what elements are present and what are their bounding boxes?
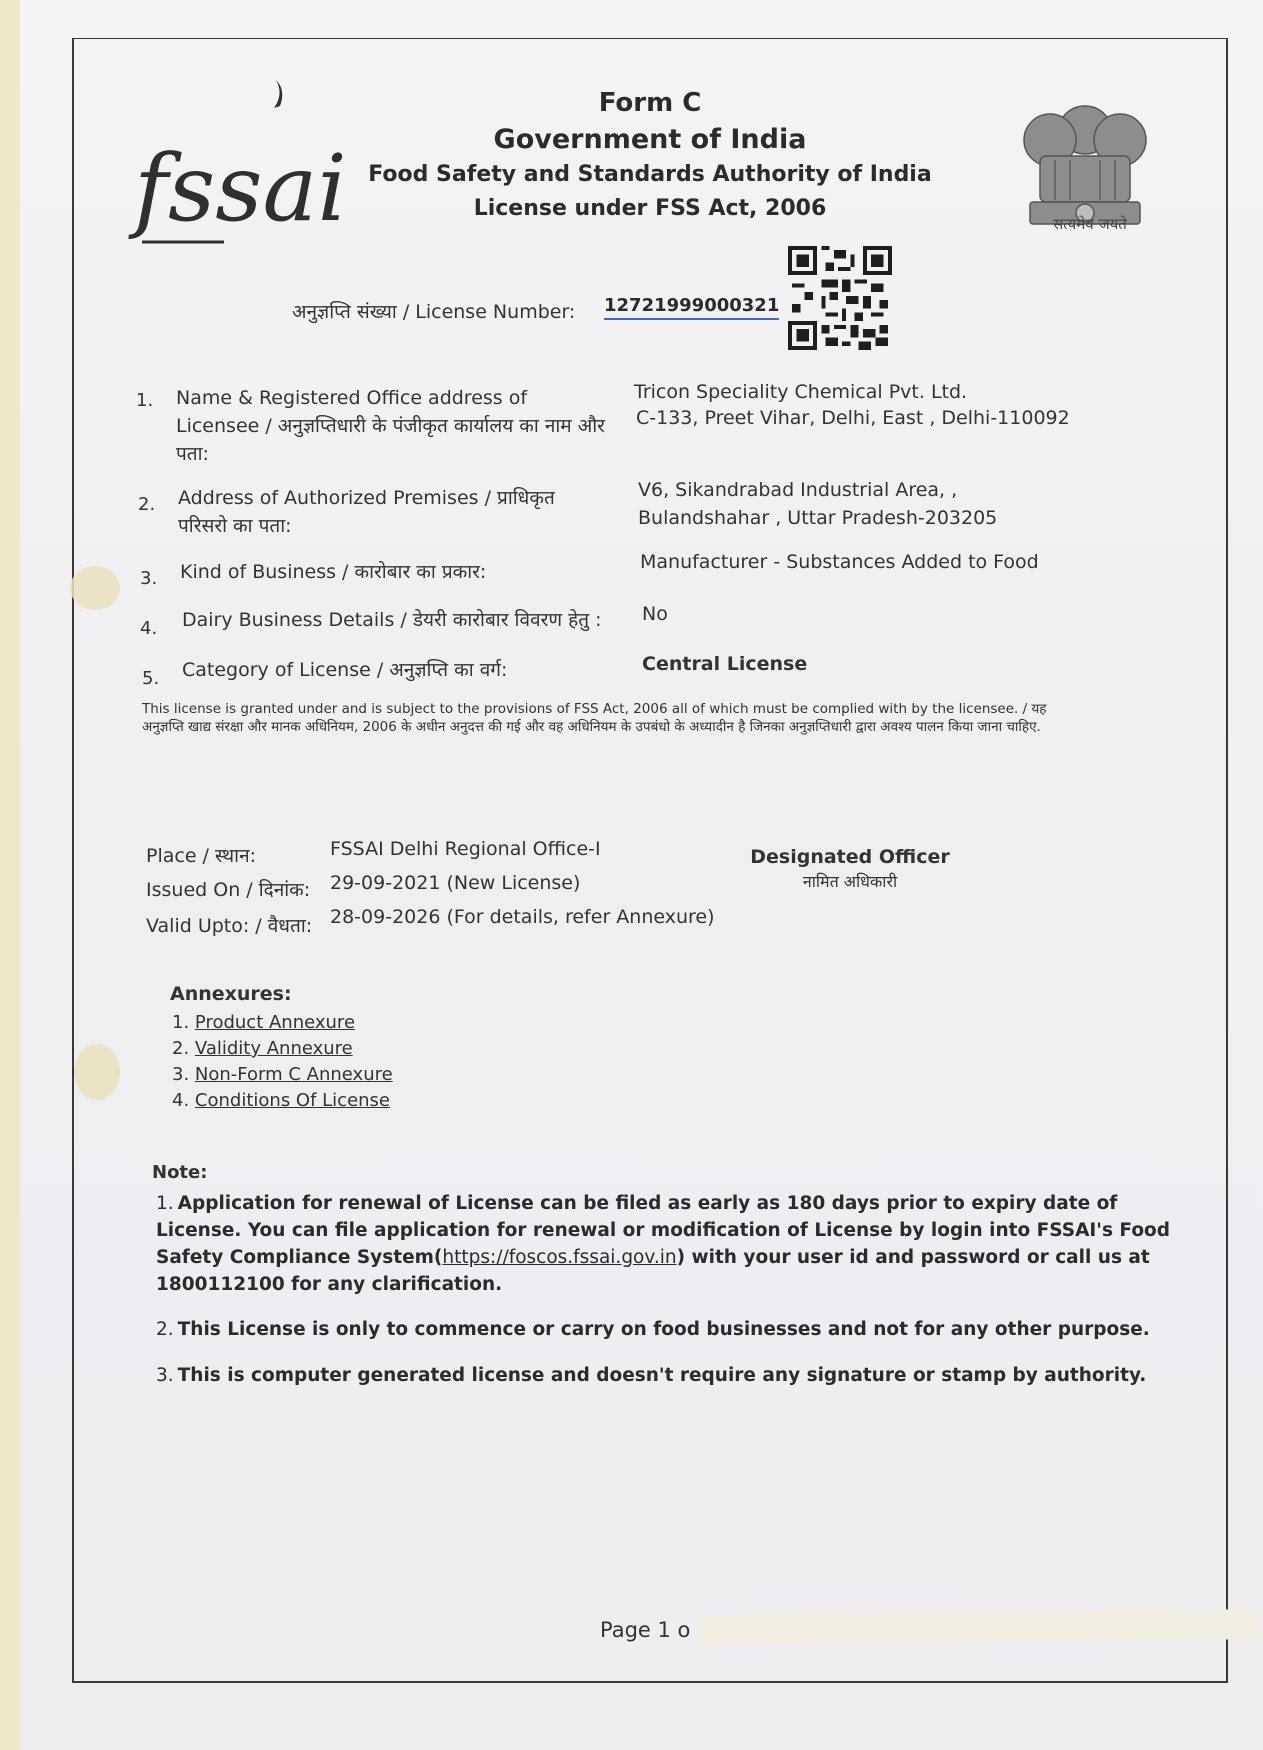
dairy-business-value: No — [642, 603, 668, 625]
note-3 — [156, 1362, 1186, 1389]
qr-code[interactable] — [788, 246, 892, 350]
license-category: Central License — [642, 653, 808, 675]
note-number: 2. — [156, 1319, 174, 1340]
note-3-text: This is computer generated license and doesn't require any signature or stamp by authority. — [177, 1365, 1147, 1386]
note-2 — [156, 1316, 1186, 1343]
row-2-number: 2. — [138, 494, 156, 515]
row-1-number: 1. — [136, 390, 154, 411]
valid-upto-value: 28-09-2026 (For details, refer Annexure) — [330, 906, 715, 928]
row-3-label: Kind of Business / कारोबार का प्रकार: — [180, 561, 487, 583]
note-number: 1. — [156, 1193, 174, 1214]
government-title: Government of India — [493, 124, 807, 155]
conditions-of-license-link[interactable]: Conditions Of License — [194, 1090, 391, 1111]
row-2-label: Address of Authorized Premises / प्राधिकृत परिसरो का पता: — [178, 487, 555, 537]
place-label: Place / स्थान: — [146, 845, 257, 867]
emblem-motto: सत्यमेव जयते — [1053, 215, 1127, 233]
license-number: 12721999000321 — [604, 295, 779, 320]
foscos-link[interactable]: https://foscos.fssai.gov.in — [442, 1247, 677, 1268]
page-number: Page 1 o — [600, 1618, 691, 1642]
note-1-text-b: ) with your user id and password or call us at 1800112100 for any clarification. — [156, 1247, 1150, 1295]
annexure-link[interactable] — [172, 1038, 353, 1059]
note-number: 3. — [156, 1365, 174, 1386]
authority-title: Food Safety and Standards Authority of India — [368, 162, 932, 187]
row-5-label: Category of License / अनुज्ञप्ति का वर्ग: — [182, 659, 508, 681]
premises-address-line1: V6, Sikandrabad Industrial Area, , — [638, 479, 958, 501]
annexure-link[interactable] — [172, 1090, 390, 1111]
validity-annexure-link[interactable]: Validity Annexure — [194, 1038, 353, 1059]
valid-upto-label: Valid Upto: / वैधता: — [146, 915, 313, 937]
licensee-name: Tricon Speciality Chemical Pvt. Ltd. — [634, 381, 968, 403]
annexures-title: Annexures: — [170, 983, 292, 1005]
annexure-number: 4. — [172, 1090, 190, 1111]
row-4-number: 4. — [140, 618, 158, 639]
annexure-link[interactable] — [172, 1064, 393, 1085]
row-4-label: Dairy Business Details / डेयरी कारोबार विवरण हेतु : — [182, 609, 602, 631]
designated-officer-title: Designated Officer — [750, 846, 950, 868]
row-5-number: 5. — [142, 668, 160, 689]
premises-address-line2: Bulandshahar , Uttar Pradesh-203205 — [638, 507, 998, 529]
annexure-link[interactable] — [172, 1012, 355, 1033]
notes-title: Note: — [152, 1162, 208, 1183]
note-2-text: This License is only to commence or carry on food businesses and not for any other purpose. — [177, 1319, 1150, 1340]
issued-on-value: 29-09-2021 (New License) — [330, 872, 581, 894]
business-kind: Manufacturer - Substances Added to Food — [640, 551, 1039, 573]
form-title: Form C — [598, 88, 702, 118]
annexure-number: 3. — [172, 1064, 190, 1085]
row-3-number: 3. — [140, 568, 158, 589]
licensee-address: C-133, Preet Vihar, Delhi, East , Delhi-110092 — [636, 407, 1070, 429]
annexure-number: 2. — [172, 1038, 190, 1059]
paper-damage — [70, 566, 120, 610]
fssai-logo — [128, 88, 347, 258]
row-1-label: Name & Registered Office address of Licensee / अनुज्ञप्तिधारी के पंजीकृत कार्यालय का नाम और पता: — [176, 387, 605, 465]
license-disclaimer: This license is granted under and is subject to the provisions of FSS Act, 2006 all of which must be complied with by the licensee. / यह अनुज्ञप्ति खाद्य संरक्षा और मानक अधिनियम, 2006 के अधीन अनुदत्त की गई और वह अधिनियम के उपबंधो के अध्यादीन है जिनका अनुज्ञप्तिधारी द्वारा अवश्य पालन किया जाना चाहिए. — [142, 701, 1047, 735]
license-number-label: अनुज्ञप्ति संख्या / License Number: — [292, 301, 576, 323]
issued-on-label: Issued On / दिनांक: — [146, 879, 311, 901]
annexure-number: 1. — [172, 1012, 190, 1033]
place-value: FSSAI Delhi Regional Office-I — [330, 838, 601, 860]
fssai-logo-text: fssai — [134, 135, 347, 242]
note-1-text-a: Application for renewal of License can be filed as early as 180 days prior to expiry date of License. You can file application for renewal or modification of License by login into FSSAI's Food Safety Compliance System( — [156, 1193, 1170, 1268]
note-1 — [156, 1190, 1186, 1298]
product-annexure-link[interactable]: Product Annexure — [194, 1012, 356, 1033]
torn-edge — [700, 1609, 1260, 1645]
paper-damage — [74, 1044, 120, 1100]
non-form-c-annexure-link[interactable]: Non-Form C Annexure — [194, 1064, 393, 1085]
designated-officer-subtitle: नामित अधिकारी — [802, 872, 898, 891]
act-title: License under FSS Act, 2006 — [473, 196, 827, 221]
